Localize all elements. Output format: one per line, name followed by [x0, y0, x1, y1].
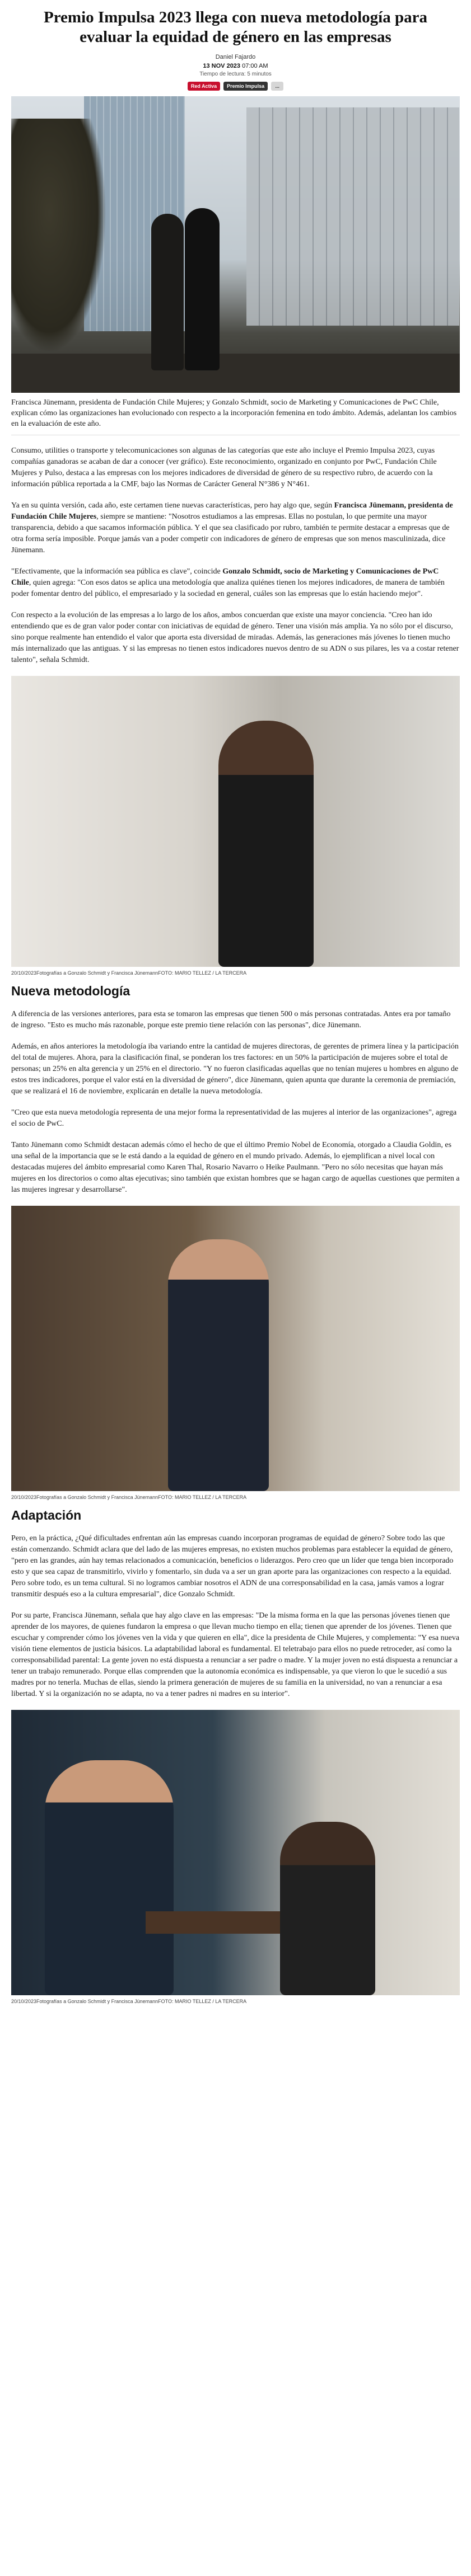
publish-time: 07:00 AM [242, 63, 268, 69]
paragraph [11, 566, 460, 600]
section-heading: Nueva metodología [11, 984, 130, 998]
paragraph: Además, en años anteriores la metodología iba variando entre la cantidad de mujeres directoras, de gerentes de primera línea y la participación del total de mujeres. Ahora, para la clasificación final, se ponderan los tres factores: en un 50% la participación de mujeres sobre el total de personas; un 25% en alta gerencia y un 25% en el directorio. "Y no fueron clasificadas aquellas que no tenían mujeres u hombres en alguno de estos tres indicadores, porque el valor está en la diversidad de género", dice Jünemann, quien apunta que durante la ceremonia de premiación, que se realizará el 16 de noviembre, explicarán en detalle la nueva metodología. [11, 1042, 459, 1096]
photo-gonzalo [11, 1206, 460, 1491]
paragraph: Consumo, utilities o transporte y telecomunicaciones son algunas de las categorías que este año incluye el Premio Impulsa 2023, cuyas compañías ganadoras se acaban de dar a conocer (ver gráfico). Este reconocimiento, organizado en conjunto por PwC, Fundación Chile Mujeres y Pulso, destaca a las empresas con los mejores indicadores de diversidad de género de su respectivo rubro, de acuerdo con la información pública reportada a la CMF, bajo las Normas de Carácter General N°386 y N°461. [11, 446, 437, 488]
paragraph: Tanto Jünemann como Schmidt destacan además cómo el hecho de que el último Premio Nobel de Economía, otorgado a Claudia Goldin, es una señal de la importancia que se le está dando a la equidad de género en el mundo privado. Además, lo ejemplifican a nivel local con destacadas mujeres del ámbito empresarial como Karen Thal, Rosario Navarro o Heike Paulmann. "Pero no sólo necesitas que hayan más mujeres en los directorios o como altas ejecutivas; sino también que existan hombres que se hagan cargo de aquellas cuestiones que permiten a las mujeres ingresar y desarrollarse". [11, 1141, 460, 1194]
hero-floor [11, 354, 460, 393]
photo-caption: 20/10/2023Fotografías a Gonzalo Schmidt y Francisca JünemannFOTO: MARIO TELLEZ / LA TERCERA [11, 970, 247, 976]
photo-subject [218, 721, 314, 967]
publish-date-day: 13 NOV 2023 [203, 63, 241, 69]
tag-list [0, 82, 471, 91]
paragraph-strong: Francisca Jünemann, presidenta de Fundación Chile Mujeres [11, 501, 453, 521]
photo-caption: 20/10/2023Fotografías a Gonzalo Schmidt y Francisca JünemannFOTO: MARIO TELLEZ / LA TERCERA [11, 1494, 247, 1500]
paragraph: "Creo que esta nueva metodología representa de una mejor forma la representatividad de las mujeres al interior de las organizaciones", agrega el socio de PwC. [11, 1108, 457, 1128]
paragraph-text: Ya en su quinta versión, cada año, este certamen tiene nuevas características, pero hay algo que, según [11, 501, 334, 510]
paragraph-text: , quien agrega: "Con esos datos se aplica una metodología que analiza quiénes tienen los mejores indicadores, de manera de también poder fomentar dentro del público, el empresariado y la sociedad en general, cuáles son las empresas que lo están haciendo mejor". [11, 579, 445, 598]
photo-subject [168, 1239, 269, 1491]
tag-premio-impulsa[interactable]: Premio Impulsa [223, 82, 268, 91]
tag-more[interactable]: ... [271, 82, 283, 91]
paragraph: Por su parte, Francisca Jünemann, señala que hay algo clave en las empresas: "De la misma forma en la que las personas jóvenes tienen que aprender de los mayores, de quienes fundaron la empresa o que llevan mucho tiempo en ella; tienen que aprender de los jóvenes. Tienen que escuchar y comprender cómo los jóvenes ven la vida y que quieren en ella", dice la presidenta de Chile Mujeres, y complementa: "Y esa nueva visión tiene elementos de justicia básicos. La adaptabilidad laboral es fundamental. El teletrabajo para ellos no puede retroceder, así como la corresponsabilidad parental: La gente joven no está dispuesta a renunciar a ser padre o madre. Y la mujer joven no está dispuesta a renunciar a tener un trabajo remunerado. Porque ellas comprenden que la autonomía económica es indispensable, ya que vieron lo que le sucedió a sus madres por no tenerla. Muchas de ellas, siendo la primera generación de mujeres de su familia en la universidad, no van a renunciar a esa libertad. Y si la organización no se adapta, no va a tener padres ni madres en su interior". [11, 1611, 460, 1698]
paragraph-text: , siempre se mantiene: "Nosotros estudiamos a las empresas. Ellas no postulan, lo que permite una mayor transparencia, debido a que sacamos información pública. Y el que sea clasificado por rubro, también te permite destacar a empresas que de otra forma sería imposible. Porque jamás van a poder competir con indicadores de género de empresas que son menos masculinizada, dice Jünemann. [11, 513, 450, 554]
photo-both [11, 1710, 460, 1995]
hero-tree [11, 119, 106, 354]
read-time: Tiempo de lectura: 5 minutos [199, 71, 272, 77]
photo-subject-man [45, 1760, 174, 1995]
publish-date [0, 63, 471, 69]
paragraph-strong: Gonzalo Schmidt, socio de Marketing y Comunicaciones de PwC Chile [11, 567, 439, 587]
article-body [0, 445, 471, 2004]
paragraph: Con respecto a la evolución de las empresas a lo largo de los años, ambos concuerdan que existe una mayor conciencia. "Creo han ido entendiendo que es de gran valor poder contar con iniciativas de equidad de género. Tener una visión más amplia. Ya no sólo por el discurso, sino porque realmente han entendido el valor que aporta esta diversidad de miradas. Además, las generaciones más jóvenes lo tienen mucho más internalizado que las antiguas. Y si las empresas no tienen estos indicadores nuevos dentro de su ADN o sus pilares, les va a costar retener talento", señala Schmidt. [11, 611, 459, 664]
hero-building [246, 107, 459, 326]
section-heading: Adaptación [11, 1508, 82, 1522]
photo-caption: 20/10/2023Fotografías a Gonzalo Schmidt y Francisca JünemannFOTO: MARIO TELLEZ / LA TERCERA [11, 1999, 247, 2004]
hero-image [11, 96, 460, 393]
paragraph: A diferencia de las versiones anteriores, para esta se tomaron las empresas que tienen 500 o más personas contratadas. Antes era por tamaño de ingreso. "Esto es mucho más razonable, porque este premio tiene relación con las personas", dice Jünemann. [11, 1010, 451, 1030]
author-name[interactable]: Daniel Fajardo [215, 54, 256, 60]
tag-red-activa[interactable]: Red Activa [188, 82, 220, 91]
hero-person-left [151, 214, 184, 370]
paragraph-text: "Efectivamente, que la información sea pública es clave", coincide [11, 567, 223, 576]
article-headline: Premio Impulsa 2023 llega con nueva metodología para evaluar la equidad de género en las empresas [44, 8, 427, 46]
byline [0, 54, 471, 77]
photo-subject-woman [280, 1822, 375, 1995]
hero-caption: Francisca Jünemann, presidenta de Fundación Chile Mujeres; y Gonzalo Schmidt, socio de Marketing y Comunicaciones de PwC Chile, explican cómo las organizaciones han evolucionado con respecto a la incorporación femenina en todo ámbito. Además, adelantan los cambios en la evaluación de este año. [11, 397, 460, 435]
paragraph: Pero, en la práctica, ¿Qué dificultades enfrentan aún las empresas cuando incorporan programas de equidad de género? Sobre todo las que están comenzando. Schmidt aclara que del lado de las mujeres empresas, no existen muchos problemas para establecer la equidad de género, "pero en las grandes, aún hay temas relacionados a comunicación, beneficios o liderazgos. Pero creo que un líder que tenga bien incorporado esto y que sea capaz de transmitirlo, vivirlo y fomentarlo, sin duda va a ser un gran aporte para las organizaciones con respecto a la equidad. Pero sobre todo, es un tema cultural. Si no logramos cambiar nosotros el ADN de una corresponsabilidad en la casa, jamás vamos a lograr transmitir después eso a la cultura empresarial", dice Gonzalo Schmidt. [11, 1534, 454, 1599]
paragraph [11, 500, 460, 556]
hero-person-right [185, 208, 220, 370]
photo-francisca [11, 676, 460, 967]
